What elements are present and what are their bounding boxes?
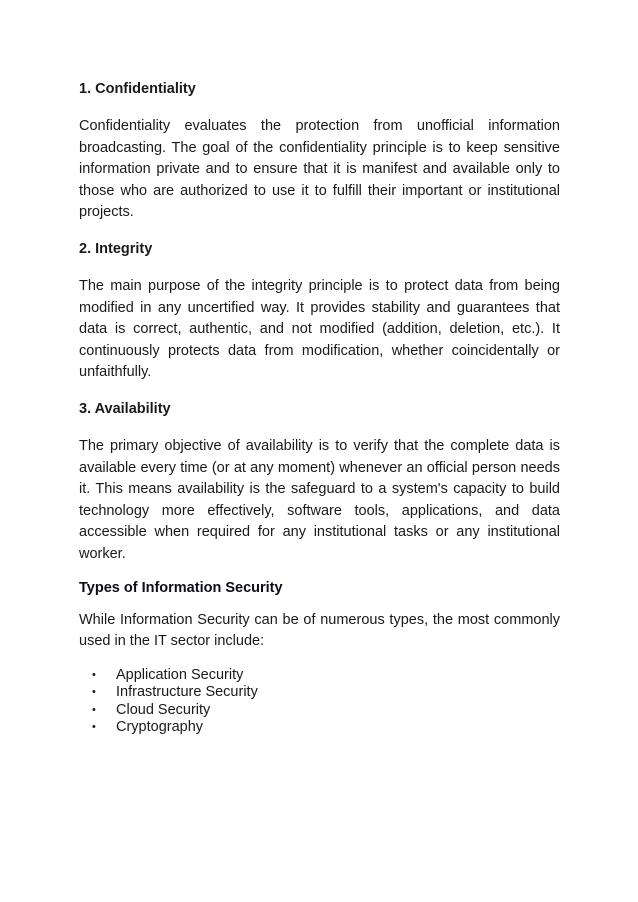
section-body-availability: The primary objective of availability is to verify that the complete data is available every time (or at any moment) whenever an official person needs it. This means availability is the safeguard to a system's capacity to build technology more effectively, software tools, applications, and data accessible when required for any institutional tasks or any institutional worker. bbox=[79, 437, 560, 562]
bullet-icon: • bbox=[92, 668, 96, 681]
list-item-label: Application Security bbox=[116, 666, 244, 683]
list-item bbox=[79, 702, 560, 720]
bullet-icon: • bbox=[92, 703, 96, 716]
section-heading-confidentiality: 1. Confidentiality bbox=[79, 81, 196, 97]
list-item-label: Cloud Security bbox=[116, 701, 211, 718]
list-item bbox=[79, 667, 560, 685]
bullet-icon: • bbox=[92, 721, 96, 734]
section-body-confidentiality: Confidentiality evaluates the protection from unofficial information broadcasting. The goal of the confidentiality principle is to keep sensitive information private and to ensure that it is manifest and available only to those who are authorized to use it to fulfill their important or institutional projects. bbox=[79, 118, 560, 221]
list-item-label: Infrastructure Security bbox=[116, 684, 258, 701]
bullet-icon: • bbox=[92, 686, 96, 699]
document-page bbox=[79, 79, 560, 737]
types-heading: Types of Information Security bbox=[79, 579, 283, 596]
section-heading-availability: 3. Availability bbox=[79, 400, 171, 417]
types-list bbox=[79, 667, 560, 737]
types-intro: While Information Security can be of numerous types, the most commonly used in the IT sector include: bbox=[79, 611, 560, 650]
list-item bbox=[79, 719, 560, 737]
section-body-integrity: The main purpose of the integrity principle is to protect data from being modified in any uncertified way. It provides stability and guarantees that data is correct, authentic, and not modified (addition, deletion, etc.). It continuously protects data from modification, whether coincidentally or unfaithfully. bbox=[79, 277, 560, 381]
list-item bbox=[79, 684, 560, 702]
list-item-label: Cryptography bbox=[116, 719, 204, 736]
section-heading-integrity: 2. Integrity bbox=[79, 240, 153, 257]
